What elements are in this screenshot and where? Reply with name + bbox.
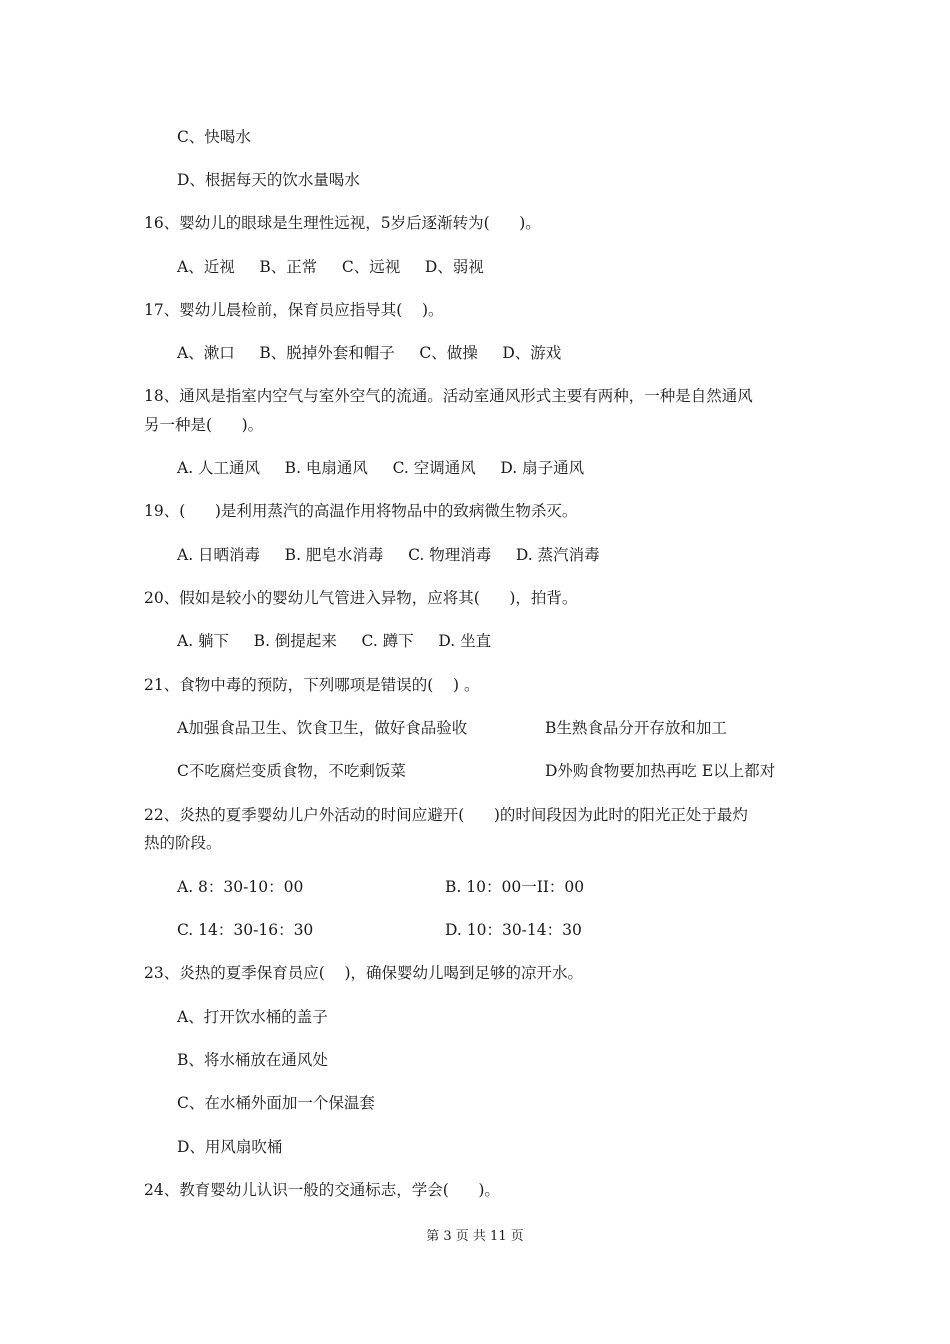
question-22-line2: 热的阶段。 — [144, 834, 222, 852]
option-23a: A、打开饮水桶的盖子 — [177, 1008, 328, 1026]
option-23b: B、将水桶放在通风处 — [177, 1051, 328, 1069]
question-21: 21、食物中毒的预防，下列哪项是错误的( ) 。 — [144, 676, 480, 694]
option-22d: D. 10：30-14：30 — [445, 921, 582, 939]
option-21c: C不吃腐烂变质食物，不吃剩饭菜 — [177, 762, 406, 780]
options-20: A. 躺下 B. 倒提起来 C. 蹲下 D. 坐直 — [177, 632, 492, 650]
question-16: 16、婴幼儿的眼球是生理性远视，5岁后逐渐转为( )。 — [144, 214, 541, 232]
option-21a: A加强食品卫生、饮食卫生，做好食品验收 — [177, 719, 468, 737]
option-21b: B生熟食品分开存放和加工 — [545, 719, 727, 737]
question-18-line2: 另一种是( )。 — [144, 416, 264, 434]
options-19: A. 日晒消毒 B. 肥皂水消毒 C. 物理消毒 D. 蒸汽消毒 — [177, 546, 600, 564]
options-17: A、漱口 B、脱掉外套和帽子 C、做操 D、游戏 — [177, 344, 562, 362]
question-17: 17、婴幼儿晨检前，保育员应指导其( )。 — [144, 301, 444, 319]
question-24: 24、教育婴幼儿认识一般的交通标志，学会( )。 — [144, 1181, 500, 1199]
question-20: 20、假如是较小的婴幼儿气管进入异物，应将其( )，拍背。 — [144, 589, 578, 607]
question-23: 23、炎热的夏季保育员应( )，确保婴幼儿喝到足够的凉开水。 — [144, 964, 584, 982]
page-footer: 第 3 页 共 11 页 — [426, 1229, 524, 1244]
option-23c: C、在水桶外面加一个保温套 — [177, 1094, 375, 1112]
option-15d: D、根据每天的饮水量喝水 — [177, 171, 360, 189]
option-22a: A. 8：30-10：00 — [177, 878, 304, 896]
option-15c: C、快喝水 — [177, 128, 251, 146]
question-19: 19、( )是利用蒸汽的高温作用将物品中的致病微生物杀灭。 — [144, 502, 578, 520]
options-16: A、近视 B、正常 C、远视 D、弱视 — [177, 258, 484, 276]
options-18: A. 人工通风 B. 电扇通风 C. 空调通风 D. 扇子通风 — [177, 459, 585, 477]
option-21d-e: D外购食物要加热再吃 E以上都对 — [545, 762, 776, 780]
option-22b: B. 10：00一II：00 — [445, 878, 585, 896]
question-22-line1: 22、炎热的夏季婴幼儿户外活动的时间应避开( )的时间段因为此时的阳光正处于最灼 — [144, 806, 748, 824]
question-18-line1: 18、通风是指室内空气与室外空气的流通。活动室通风形式主要有两种，一种是自然通风 — [144, 387, 753, 405]
option-22c: C. 14：30-16：30 — [177, 921, 314, 939]
option-23d: D、用风扇吹桶 — [177, 1138, 283, 1156]
